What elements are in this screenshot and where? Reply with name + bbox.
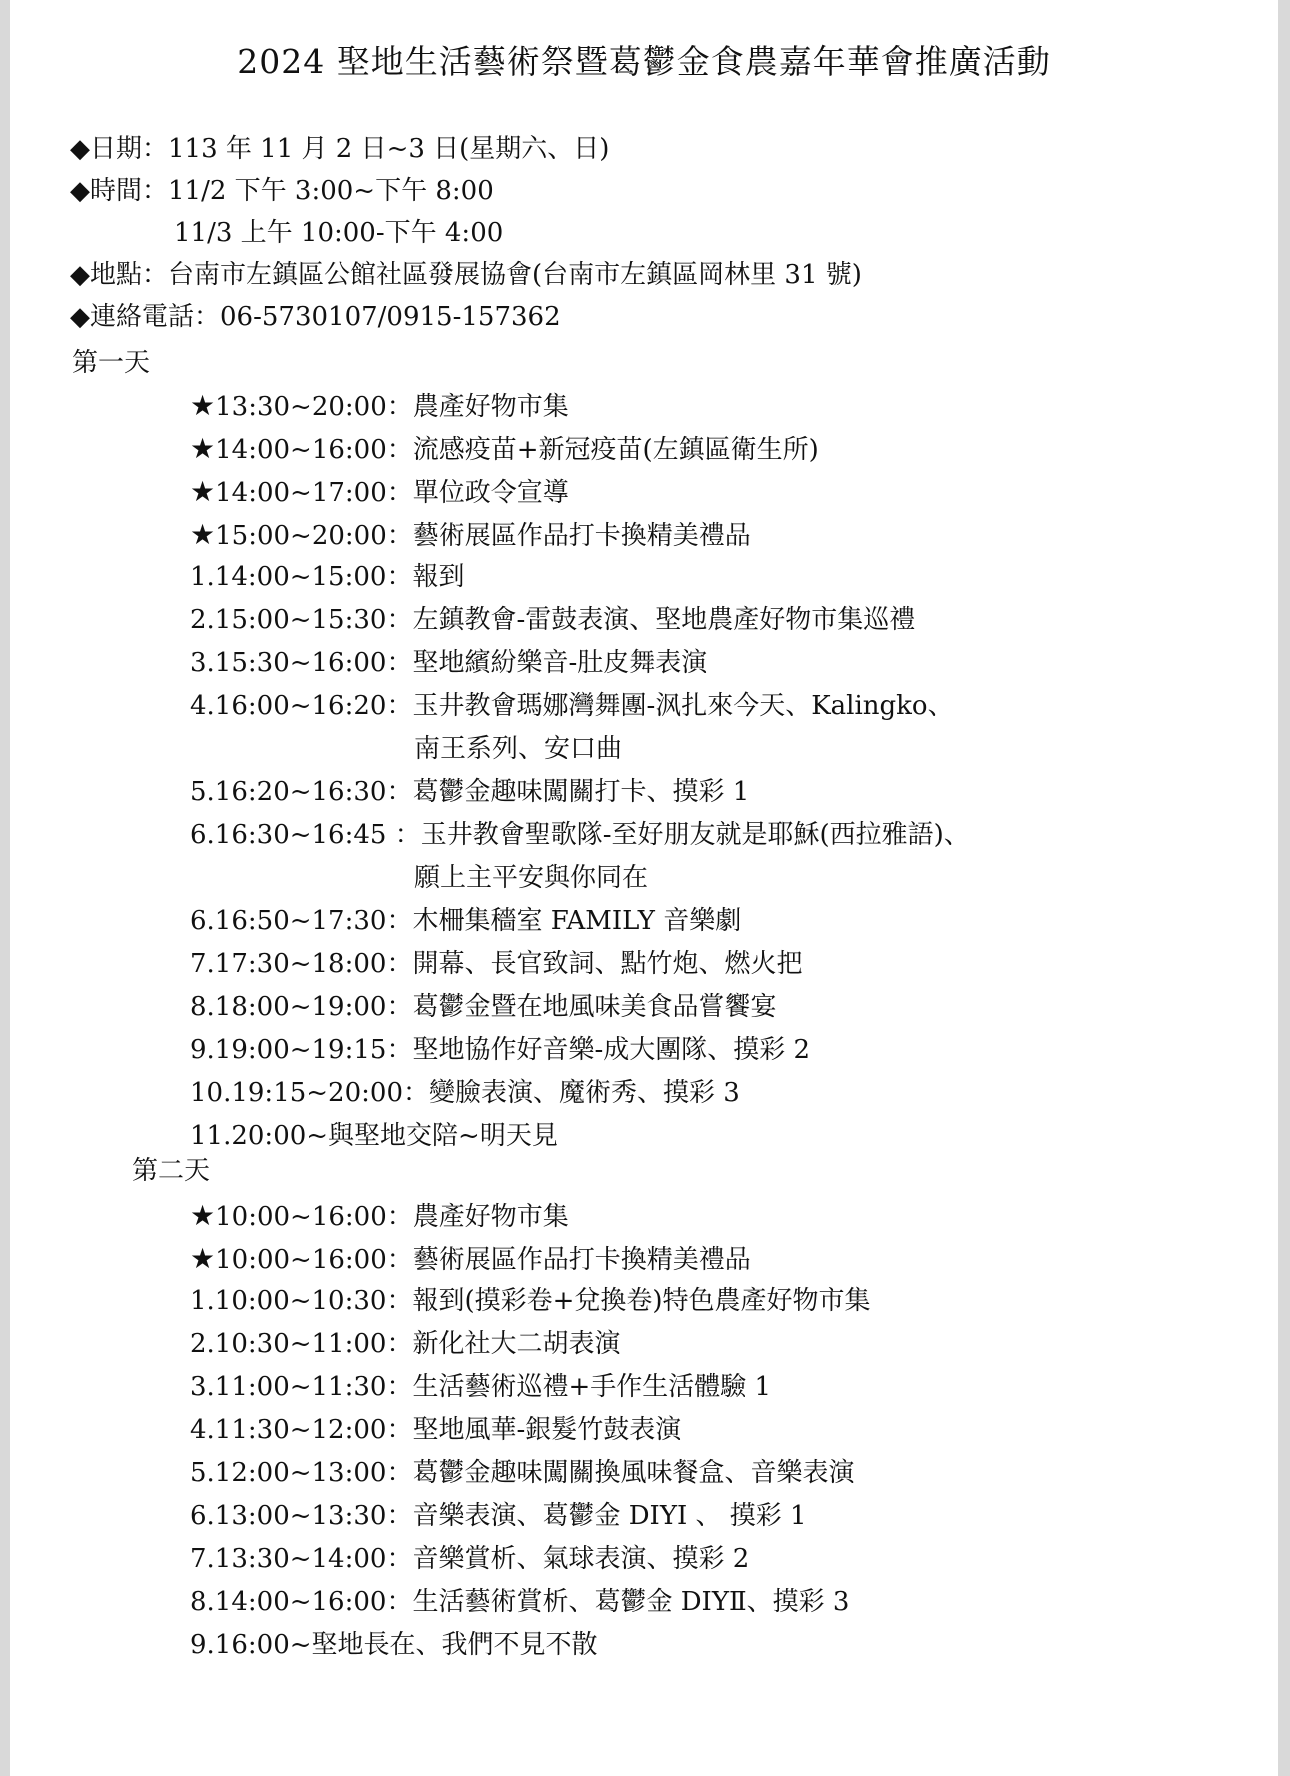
event-info xyxy=(70,128,862,338)
document-page xyxy=(10,0,1278,1776)
day1-item: 9.19:00~19:15：埾地協作好音樂-成大團隊、摸彩 2 xyxy=(190,1035,811,1065)
day2-item: 7.13:30~14:00：音樂賞析、氣球表演、摸彩 2 xyxy=(190,1544,750,1574)
day1-heading: 第一天 xyxy=(72,348,151,378)
day1-item: 11.20:00~與埾地交陪~明天見 xyxy=(190,1121,558,1151)
day2-heading: 第二天 xyxy=(132,1156,211,1186)
event-time-day2: 11/3 上午 10:00-下午 4:00 xyxy=(174,218,504,248)
event-time-day1: ◆時間：11/2 下午 3:00~下午 8:00 xyxy=(70,176,494,206)
day1-star-item: ★14:00~16:00：流感疫苗+新冠疫苗(左鎮區衛生所) xyxy=(190,432,819,465)
day1-schedule xyxy=(190,384,970,1158)
star-icon: ★ xyxy=(190,432,216,465)
day2-item: 6.13:00~13:30：音樂表演、葛鬱金 DIYⅠ 、 摸彩 1 xyxy=(190,1501,807,1531)
day1-item: 8.18:00~19:00：葛鬱金暨在地風味美食品嘗饗宴 xyxy=(190,992,777,1022)
star-icon: ★ xyxy=(190,475,216,508)
day1-item: 6.16:30~16:45 ：玉井教會聖歌隊-至好朋友就是耶穌(西拉雅語)、 xyxy=(190,820,970,850)
day1-item: 10.19:15~20:00：變臉表演、魔術秀、摸彩 3 xyxy=(190,1078,740,1108)
day1-item: 3.15:30~16:00：埾地繽紛樂音-肚皮舞表演 xyxy=(190,648,708,678)
day1-item: 1.14:00~15:00：報到 xyxy=(190,562,465,592)
event-phone: ◆連絡電話：06-5730107/0915-157362 xyxy=(70,302,561,332)
day1-item: 2.15:00~15:30：左鎮教會-雷鼓表演、埾地農產好物市集巡禮 xyxy=(190,605,916,635)
day1-star-item: ★15:00~20:00：藝術展區作品打卡換精美禮品 xyxy=(190,518,751,551)
day2-star-item: ★10:00~16:00：農產好物市集 xyxy=(190,1199,569,1232)
event-place: ◆地點：台南市左鎮區公館社區發展協會(台南市左鎮區岡林里 31 號) xyxy=(70,260,862,290)
day2-star-item: ★10:00~16:00：藝術展區作品打卡換精美禮品 xyxy=(190,1242,751,1275)
day1-item: 5.16:20~16:30：葛鬱金趣味闖關打卡、摸彩 1 xyxy=(190,777,750,807)
day2-item: 3.11:00~11:30：生活藝術巡禮+手作生活體驗 1 xyxy=(190,1372,772,1402)
day2-item: 1.10:00~10:30：報到(摸彩卷+兌換卷)特色農產好物市集 xyxy=(190,1286,871,1316)
day2-item: 5.12:00~13:00：葛鬱金趣味闖關換風味餐盒、音樂表演 xyxy=(190,1458,855,1488)
day1-item-continued: 南王系列、安口曲 xyxy=(414,734,623,764)
day1-item: 6.16:50~17:30：木柵集穡室 FAMILY 音樂劇 xyxy=(190,906,742,936)
day2-item: 2.10:30~11:00：新化社大二胡表演 xyxy=(190,1329,621,1359)
day2-item: 9.16:00~埾地長在、我們不見不散 xyxy=(190,1630,598,1660)
day1-star-item: ★14:00~17:00：單位政令宣導 xyxy=(190,475,569,508)
star-icon: ★ xyxy=(190,1199,216,1232)
day2-item: 8.14:00~16:00：生活藝術賞析、葛鬱金 DIYⅡ、摸彩 3 xyxy=(190,1587,850,1617)
event-date: ◆日期：113 年 11 月 2 日~3 日(星期六、日) xyxy=(70,134,610,164)
star-icon: ★ xyxy=(190,1242,216,1275)
document-title: 2024 埾地生活藝術祭暨葛鬱金食農嘉年華會推廣活動 xyxy=(237,42,1051,81)
day1-star-item: ★13:30~20:00：農產好物市集 xyxy=(190,389,569,422)
day2-item: 4.11:30~12:00：埾地風華-銀髮竹鼓表演 xyxy=(190,1415,682,1445)
star-icon: ★ xyxy=(190,389,216,422)
day1-item-continued: 願上主平安與你同在 xyxy=(414,863,649,893)
star-icon: ★ xyxy=(190,518,216,551)
day1-item: 4.16:00~16:20：玉井教會瑪娜灣舞團-沨扎來今天、Kalingko、 xyxy=(190,691,954,721)
day2-schedule xyxy=(190,1194,871,1667)
day1-item: 7.17:30~18:00：開幕、長官致詞、點竹炮、燃火把 xyxy=(190,949,803,979)
